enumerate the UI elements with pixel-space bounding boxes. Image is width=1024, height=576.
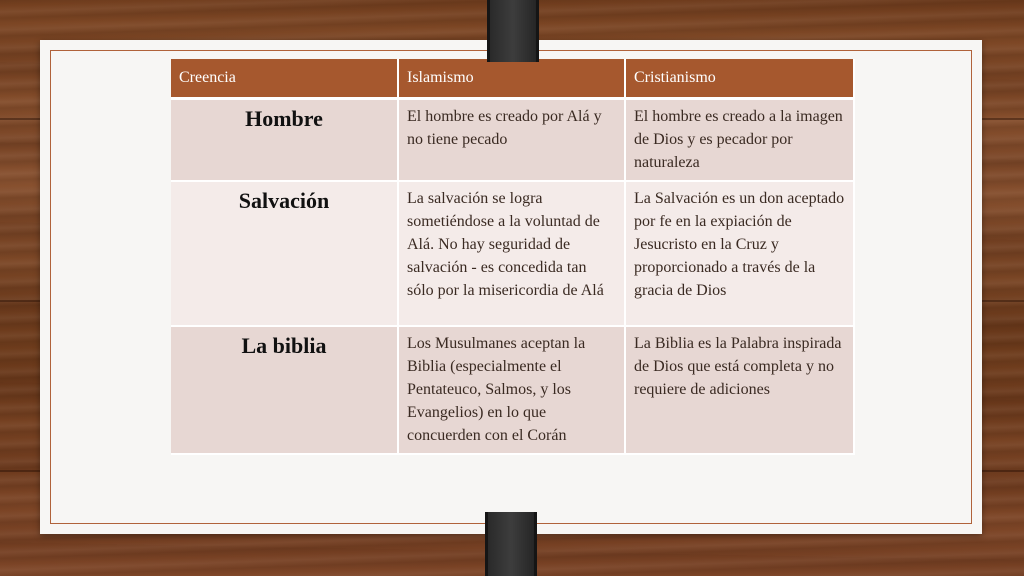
binder-strap-bottom [485, 512, 537, 576]
row-label-hombre: Hombre [171, 99, 398, 182]
cell-islamismo: Los Musulmanes aceptan la Biblia (especialmente el Pentateuco, Salmos, y los Evangelios) en lo que concuerden con el Corán [398, 326, 625, 454]
cell-cristianismo: El hombre es creado a la imagen de Dios y es pecador por naturaleza [625, 99, 854, 182]
comparison-table [171, 59, 855, 455]
cell-islamismo: La salvación se logra sometiéndose a la voluntad de Alá. No hay seguridad de salvación - es concedida tan sólo por la misericordia de Alá [398, 181, 625, 326]
table-header-row [171, 59, 854, 99]
header-creencia: Creencia [171, 59, 398, 99]
cell-islamismo: El hombre es creado por Alá y no tiene pecado [398, 99, 625, 182]
table-row [171, 181, 854, 326]
table-row [171, 326, 854, 454]
header-cristianismo: Cristianismo [625, 59, 854, 99]
slide-card [40, 40, 982, 534]
header-islamismo: Islamismo [398, 59, 625, 99]
table-row [171, 99, 854, 182]
cell-cristianismo: La Salvación es un don aceptado por fe en la expiación de Jesucristo en la Cruz y proporcionado a través de la gracia de Dios [625, 181, 854, 326]
row-label-biblia: La biblia [171, 326, 398, 454]
row-label-salvacion: Salvación [171, 181, 398, 326]
cell-cristianismo: La Biblia es la Palabra inspirada de Dios que está completa y no requiere de adiciones [625, 326, 854, 454]
binder-strap-top [487, 0, 539, 62]
